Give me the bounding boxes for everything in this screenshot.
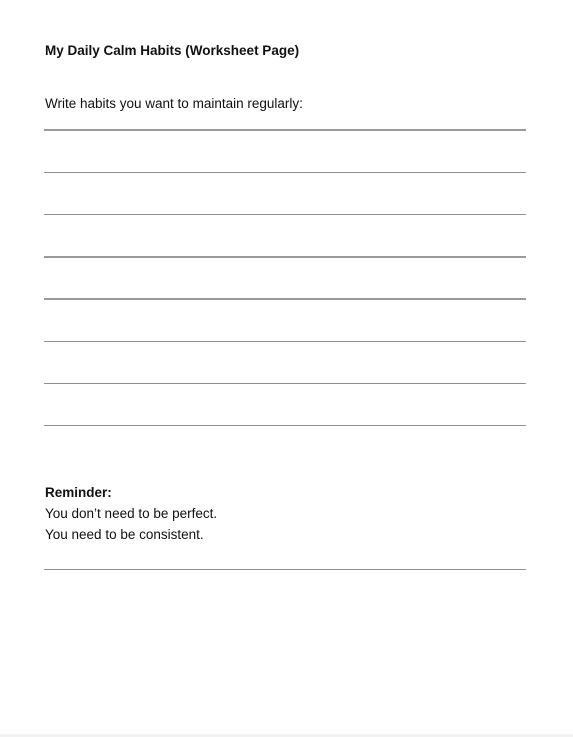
writing-line-6[interactable] (44, 341, 526, 342)
writing-line-8[interactable] (44, 425, 526, 426)
writing-line-3[interactable] (44, 214, 526, 215)
writing-line-5[interactable] (44, 298, 526, 300)
writing-line-1[interactable] (44, 129, 526, 131)
reminder-heading: Reminder: (45, 485, 112, 500)
writing-line-7[interactable] (44, 383, 526, 384)
page-title: My Daily Calm Habits (Worksheet Page) (45, 43, 300, 58)
habits-prompt: Write habits you want to maintain regularly: (45, 96, 303, 111)
writing-line-2[interactable] (44, 172, 526, 173)
reminder-divider (44, 569, 526, 570)
reminder-line-1: You don’t need to be perfect. (45, 506, 218, 521)
writing-line-4[interactable] (44, 256, 526, 258)
reminder-line-2: You need to be consistent. (45, 527, 204, 542)
